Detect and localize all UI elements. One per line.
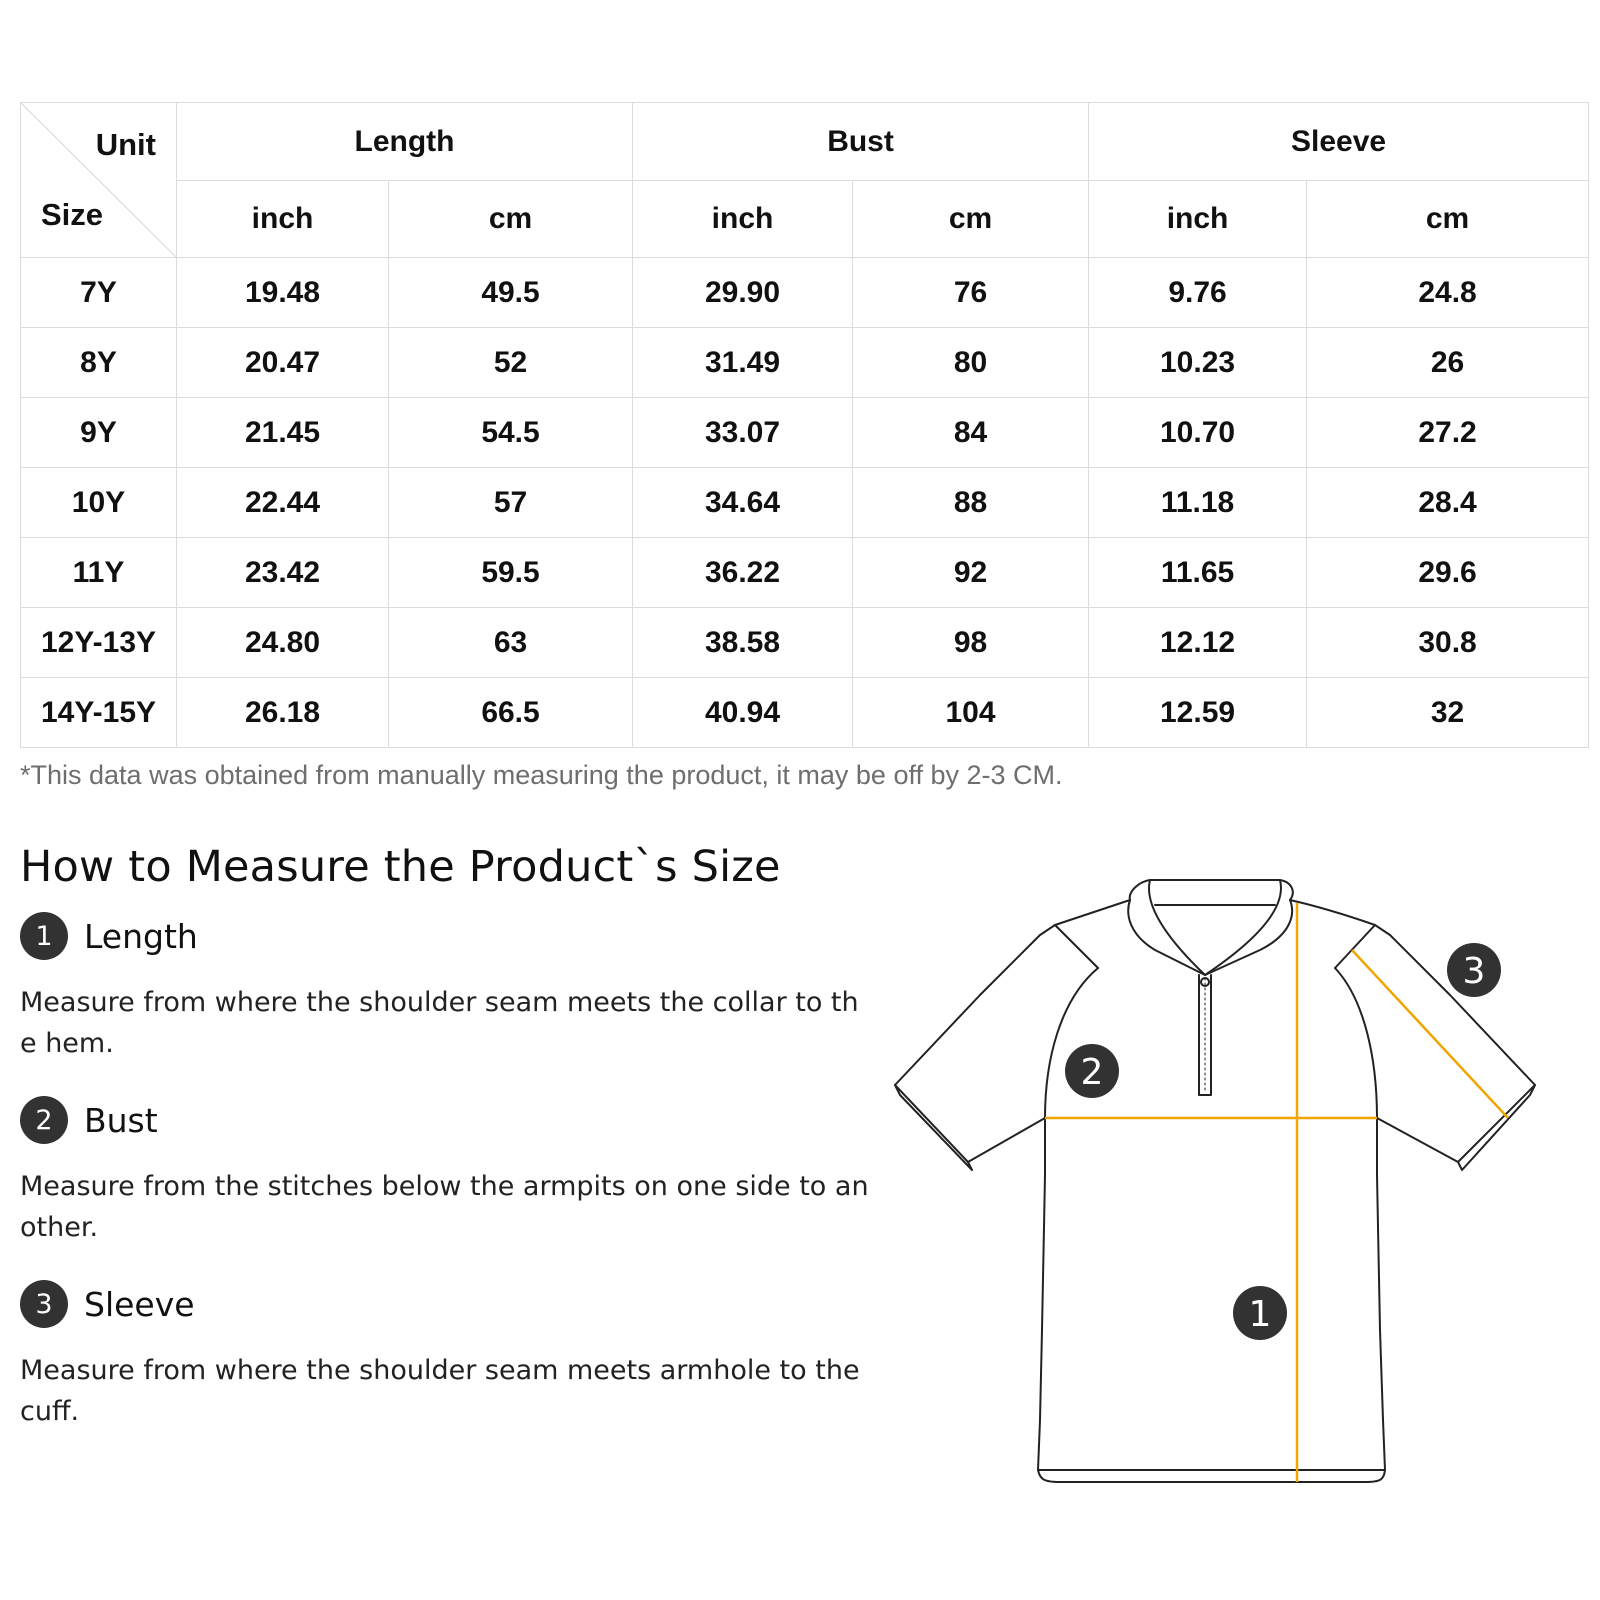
table-row	[21, 468, 1589, 538]
corner-unit-label: Unit	[95, 127, 156, 162]
subheader-length-inch: inch	[177, 181, 389, 258]
size-cell: 7Y	[21, 258, 177, 328]
measurement-cell: 11.65	[1089, 538, 1307, 608]
measurement-cell: 27.2	[1307, 398, 1589, 468]
table-row	[21, 538, 1589, 608]
measurement-cell: 28.4	[1307, 468, 1589, 538]
size-cell: 9Y	[21, 398, 177, 468]
measurement-cell: 59.5	[389, 538, 633, 608]
measurement-cell: 36.22	[633, 538, 853, 608]
step-bust-description: Measure from the stitches below the armpits on one side to another.	[20, 1171, 869, 1243]
step-label: Bust	[84, 1100, 158, 1140]
subheader-sleeve-inch: inch	[1089, 181, 1307, 258]
measurement-cell: 104	[853, 678, 1089, 748]
measurement-cell: 22.44	[177, 468, 389, 538]
measurement-cell: 20.47	[177, 328, 389, 398]
marker-2-label: 2	[1080, 1052, 1104, 1093]
measurement-cell: 34.64	[633, 468, 853, 538]
step-label: Length	[84, 916, 198, 956]
header-length: Length	[177, 103, 633, 181]
measurement-cell: 52	[389, 328, 633, 398]
step-sleeve-heading	[20, 1280, 195, 1328]
marker-1	[1233, 1286, 1287, 1340]
measurement-cell: 63	[389, 608, 633, 678]
table-row	[21, 328, 1589, 398]
measurement-cell: 31.49	[633, 328, 853, 398]
subheader-sleeve-cm: cm	[1307, 181, 1589, 258]
measurement-cell: 98	[853, 608, 1089, 678]
measurement-cell: 32	[1307, 678, 1589, 748]
table-row	[21, 608, 1589, 678]
measurement-cell: 92	[853, 538, 1089, 608]
measurement-cell: 10.23	[1089, 328, 1307, 398]
measurement-cell: 12.59	[1089, 678, 1307, 748]
measurement-cell: 24.8	[1307, 258, 1589, 328]
measurement-cell: 30.8	[1307, 608, 1589, 678]
subheader-bust-cm: cm	[853, 181, 1089, 258]
shirt-outline	[895, 880, 1535, 1482]
step-number-badge: 2	[20, 1096, 68, 1144]
measurement-cell: 26	[1307, 328, 1589, 398]
measurement-cell: 24.80	[177, 608, 389, 678]
measurement-cell: 21.45	[177, 398, 389, 468]
measurement-note: *This data was obtained from manually measuring the product, it may be off by 2-3 CM.	[20, 760, 1063, 790]
measurement-lines	[1045, 903, 1508, 1482]
measurement-cell: 76	[853, 258, 1089, 328]
subheader-length-cm: cm	[389, 181, 633, 258]
step-sleeve-description: Measure from where the shoulder seam meets armhole to the cuff.	[20, 1355, 860, 1427]
measurement-cell: 33.07	[633, 398, 853, 468]
marker-3	[1447, 943, 1501, 997]
measurement-cell: 54.5	[389, 398, 633, 468]
step-number-badge: 1	[20, 912, 68, 960]
step-length-heading	[20, 912, 198, 960]
measurement-cell: 10.70	[1089, 398, 1307, 468]
corner-size-label: Size	[41, 197, 104, 232]
table-row	[21, 258, 1589, 328]
step-bust-heading	[20, 1096, 158, 1144]
size-cell: 12Y-13Y	[21, 608, 177, 678]
size-cell: 14Y-15Y	[21, 678, 177, 748]
measurement-cell: 11.18	[1089, 468, 1307, 538]
polo-shirt-icon	[880, 860, 1540, 1500]
size-table-body	[21, 258, 1589, 748]
subheader-bust-inch: inch	[633, 181, 853, 258]
table-row	[21, 678, 1589, 748]
measurement-cell: 84	[853, 398, 1089, 468]
measurement-cell: 9.76	[1089, 258, 1307, 328]
measurement-cell: 49.5	[389, 258, 633, 328]
measurement-cell: 29.6	[1307, 538, 1589, 608]
header-sleeve: Sleeve	[1089, 103, 1589, 181]
measurement-cell: 57	[389, 468, 633, 538]
header-bust: Bust	[633, 103, 1089, 181]
measurement-cell: 80	[853, 328, 1089, 398]
marker-1-label: 1	[1248, 1294, 1272, 1335]
table-row	[21, 398, 1589, 468]
size-chart-table	[20, 102, 1589, 748]
size-cell: 8Y	[21, 328, 177, 398]
measurement-cell: 26.18	[177, 678, 389, 748]
measurement-cell: 23.42	[177, 538, 389, 608]
size-cell: 10Y	[21, 468, 177, 538]
measurement-cell: 40.94	[633, 678, 853, 748]
measurement-cell: 88	[853, 468, 1089, 538]
measurement-cell: 19.48	[177, 258, 389, 328]
guide-title: How to Measure the Product`s Size	[20, 842, 781, 892]
marker-3-label: 3	[1462, 951, 1486, 992]
measurement-cell: 66.5	[389, 678, 633, 748]
measurement-cell: 38.58	[633, 608, 853, 678]
size-cell: 11Y	[21, 538, 177, 608]
table-corner-cell	[21, 103, 177, 258]
step-number-badge: 3	[20, 1280, 68, 1328]
measurement-cell: 29.90	[633, 258, 853, 328]
diagram-markers	[1065, 943, 1501, 1340]
step-length-description: Measure from where the shoulder seam meets the collar to the hem.	[20, 987, 859, 1059]
marker-2	[1065, 1044, 1119, 1098]
measurement-cell: 12.12	[1089, 608, 1307, 678]
step-label: Sleeve	[84, 1284, 195, 1324]
